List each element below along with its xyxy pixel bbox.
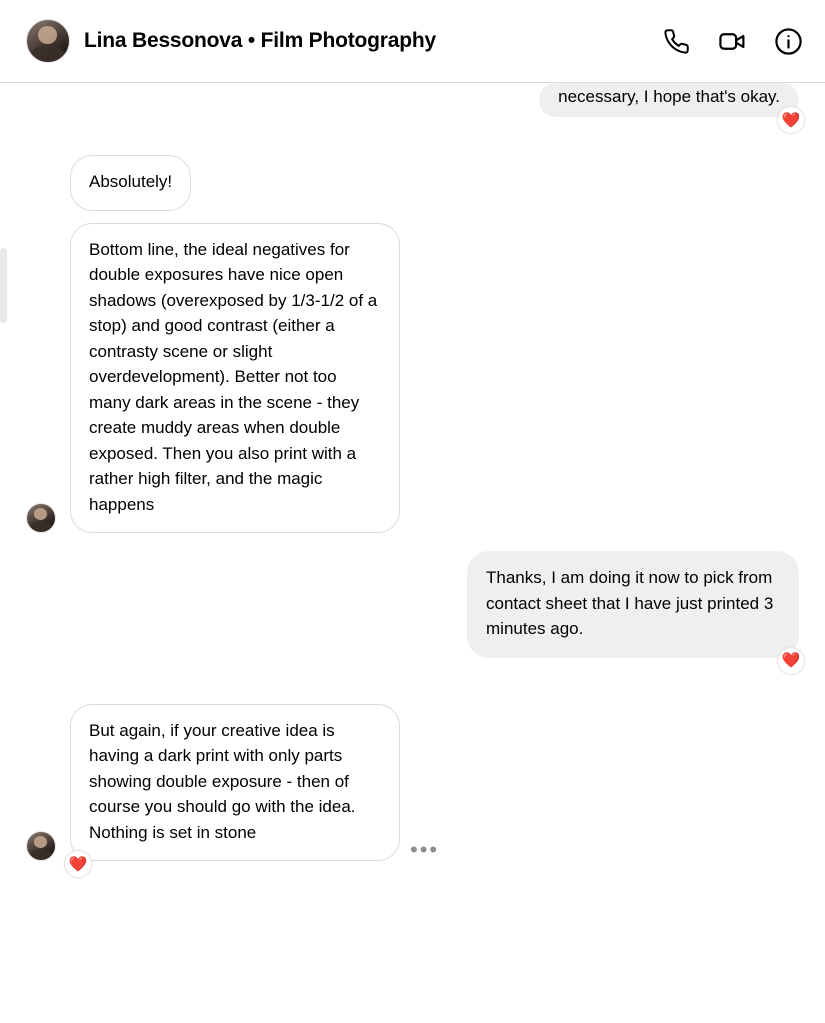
header-actions	[661, 26, 803, 56]
message-bubble-incoming[interactable]: Bottom line, the ideal negatives for double exposures have nice open shadows (overexposed by 1/3-1/2 of a stop) and good contrast (either a contrasty scene or slight overdevelopment). Better not too many dark areas in the scene - they create muddy areas when double exposed. Then you also print with a rather high filter, and the magic happens	[70, 223, 400, 534]
message-avatar[interactable]	[26, 503, 56, 533]
message-row	[26, 83, 801, 129]
message-bubble-outgoing[interactable]: Thanks, I am doing it now to pick from contact sheet that I have just printed 3 minutes ago.	[467, 551, 799, 658]
phone-icon[interactable]	[661, 26, 691, 56]
scrollbar[interactable]	[0, 248, 7, 323]
bubble-wrapper	[467, 551, 801, 669]
page-title: Lina Bessonova • Film Photography	[84, 29, 436, 52]
info-icon[interactable]	[773, 26, 803, 56]
more-options-icon[interactable]: •••	[410, 837, 440, 862]
reaction-heart[interactable]: ❤️	[777, 647, 805, 675]
message-thread[interactable]	[0, 83, 825, 1023]
bubble-wrapper	[70, 223, 400, 534]
message-bubble-incoming[interactable]: But again, if your creative idea is having a dark print with only parts showing double exposure - then of course you should go with the idea. Nothing is set in stone	[70, 704, 400, 862]
message-row	[26, 155, 799, 211]
bubble-wrapper	[68, 704, 400, 873]
video-camera-icon[interactable]	[717, 26, 747, 56]
message-row	[26, 551, 801, 669]
avatar[interactable]	[26, 19, 70, 63]
message-bubble-incoming[interactable]: Absolutely!	[70, 155, 191, 211]
message-row	[26, 704, 799, 873]
reaction-heart[interactable]: ❤️	[777, 106, 805, 134]
bubble-wrapper	[539, 83, 801, 129]
bubble-wrapper	[70, 155, 191, 211]
message-bubble-outgoing[interactable]: necessary, I hope that's okay.	[539, 83, 799, 117]
message-row	[26, 223, 799, 534]
header-left	[26, 19, 661, 63]
spacer	[26, 143, 799, 155]
reaction-heart[interactable]: ❤️	[64, 850, 92, 878]
conversation-header	[0, 0, 825, 83]
message-avatar[interactable]	[26, 831, 56, 861]
